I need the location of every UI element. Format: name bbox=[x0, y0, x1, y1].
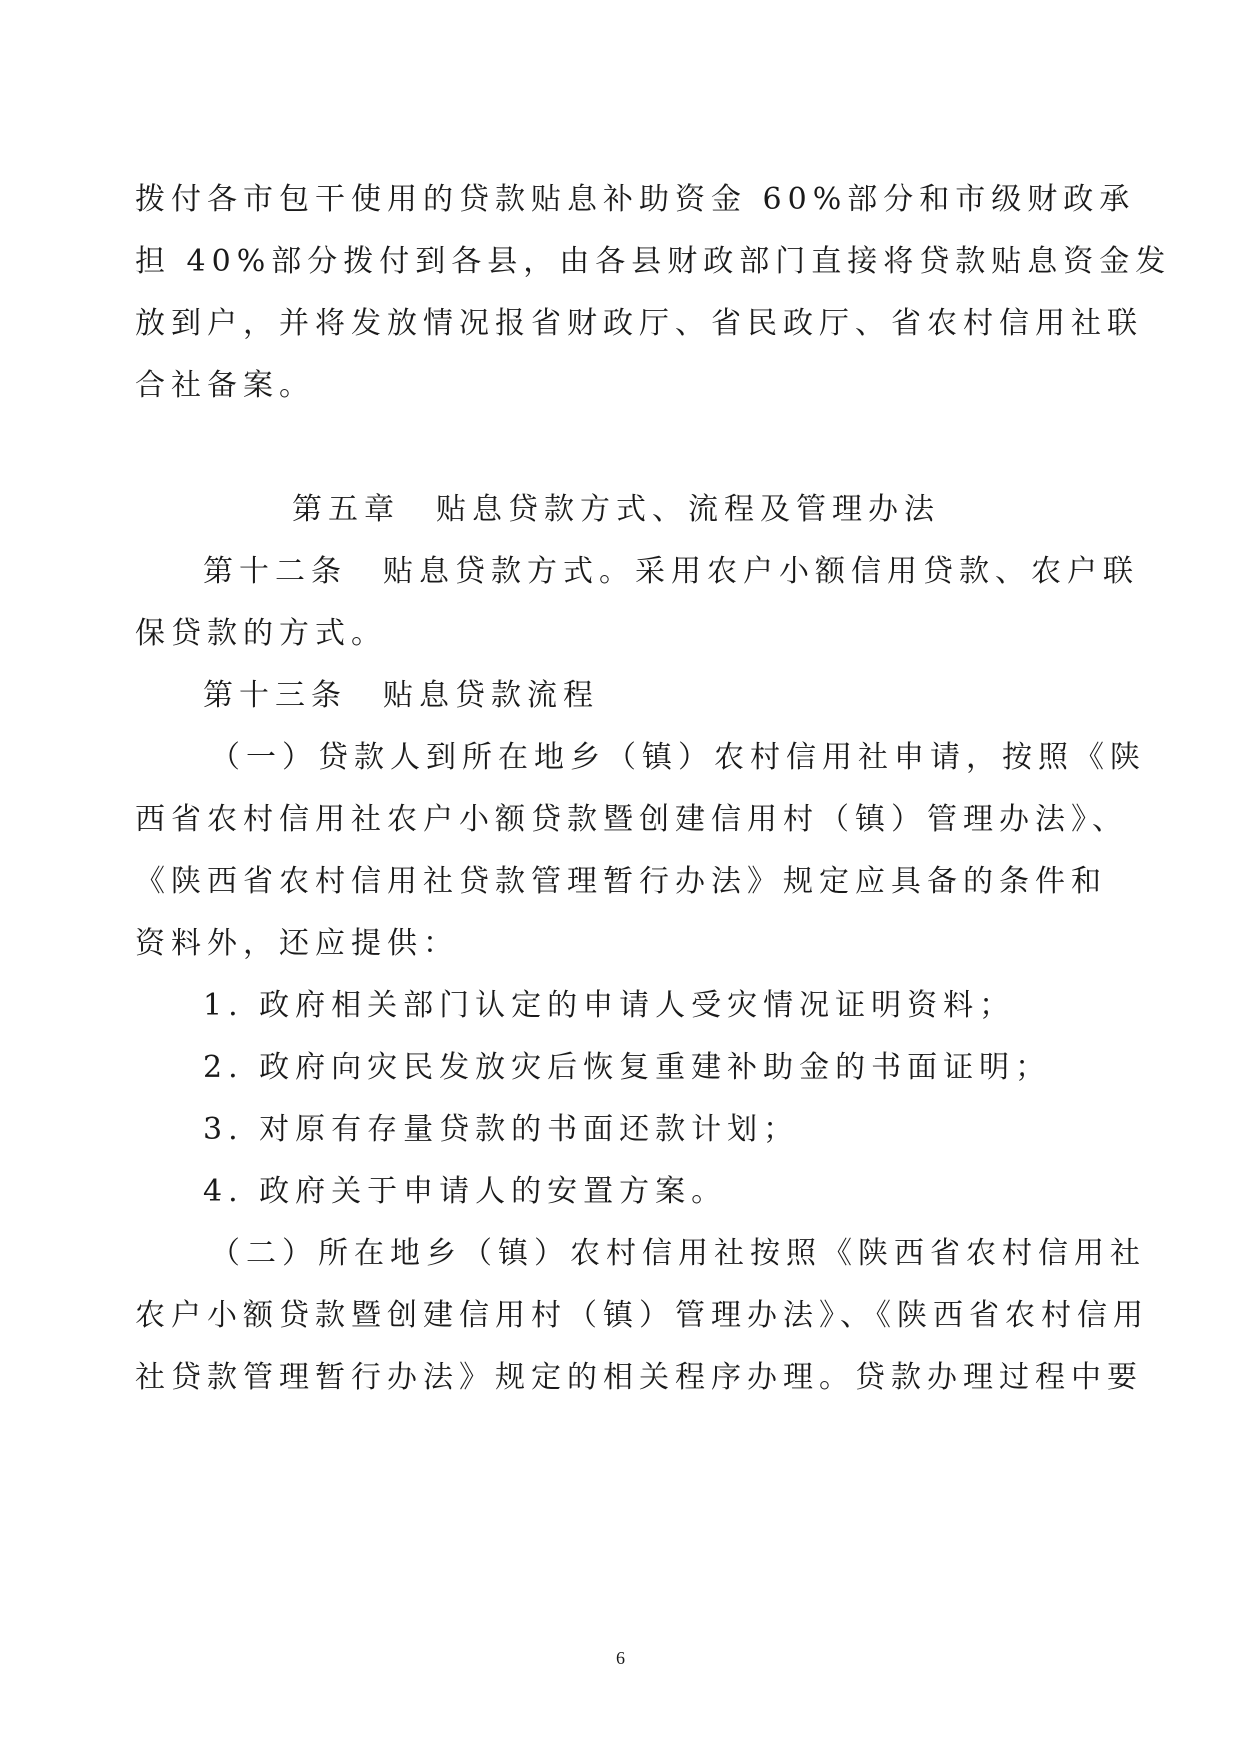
clause-1-line: （一）贷款人到所在地乡（镇）农村信用社申请，按照《陕 bbox=[210, 740, 1146, 775]
text-line: 保贷款的方式。 bbox=[135, 616, 387, 651]
text-line: 《陕西省农村信用社贷款管理暂行办法》规定应具备的条件和 bbox=[135, 864, 1107, 899]
text-line: 西省农村信用社农户小额贷款暨创建信用村（镇）管理办法》、 bbox=[135, 802, 1128, 837]
text-line: 拨付各市包干使用的贷款贴息补助资金 60%部分和市级财政承 bbox=[135, 182, 1136, 217]
chapter-heading: 第五章 贴息贷款方式、流程及管理办法 bbox=[292, 492, 940, 527]
list-item-4: 4. 政府关于申请人的安置方案。 bbox=[203, 1174, 728, 1209]
list-item-2: 2. 政府向灾民发放灾后恢复重建补助金的书面证明； bbox=[203, 1050, 1052, 1085]
article-12-line: 第十二条 贴息贷款方式。采用农户小额信用贷款、农户联 bbox=[203, 554, 1139, 589]
article-13-heading: 第十三条 贴息贷款流程 bbox=[203, 678, 599, 713]
page-number: 6 bbox=[616, 1648, 625, 1668]
text-line: 社贷款管理暂行办法》规定的相关程序办理。贷款办理过程中要 bbox=[135, 1360, 1143, 1395]
list-item-3: 3. 对原有存量贷款的书面还款计划； bbox=[203, 1112, 800, 1147]
list-item-1: 1. 政府相关部门认定的申请人受灾情况证明资料； bbox=[203, 988, 1016, 1023]
clause-2-line: （二）所在地乡（镇）农村信用社按照《陕西省农村信用社 bbox=[210, 1236, 1146, 1271]
text-line: 农户小额贷款暨创建信用村（镇）管理办法》、《陕西省农村信用 bbox=[135, 1298, 1149, 1333]
text-line: 放到户，并将发放情况报省财政厅、省民政厅、省农村信用社联 bbox=[135, 306, 1143, 341]
text-line: 资料外，还应提供： bbox=[135, 926, 459, 961]
text-line: 合社备案。 bbox=[135, 368, 315, 403]
text-line: 担 40%部分拨付到各县，由各县财政部门直接将贷款贴息资金发 bbox=[135, 244, 1172, 279]
